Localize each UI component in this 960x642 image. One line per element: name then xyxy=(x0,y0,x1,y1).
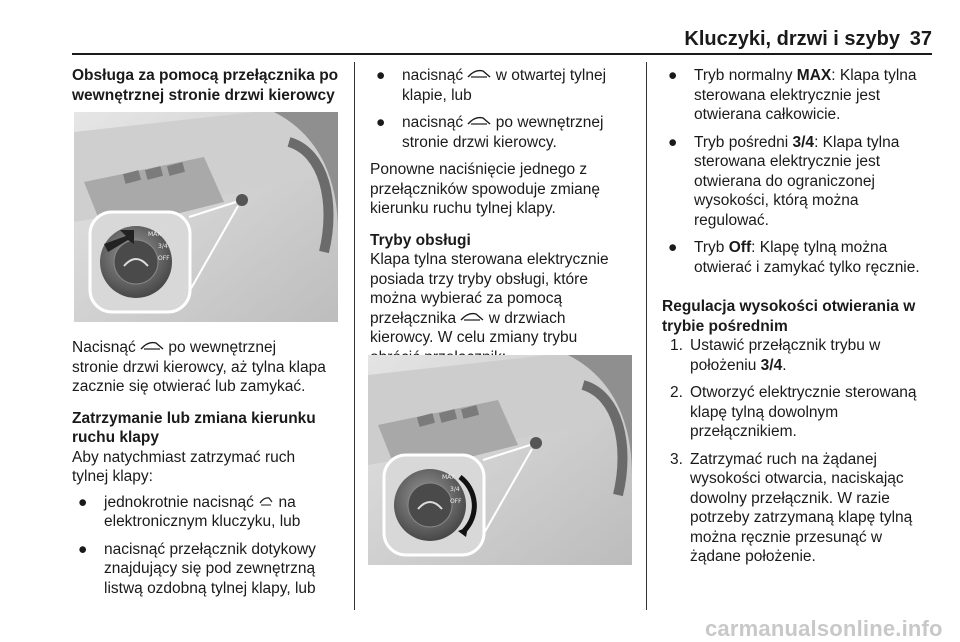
list-item: ● jednokrotnie nacisnąć na elektronicznym kluczyku, lub xyxy=(78,493,301,531)
subsection-heading: Zatrzymanie lub zmiana kierunku ruchu klapy xyxy=(72,409,316,447)
column-divider xyxy=(354,62,355,610)
list-item: ● Tryb Off: Klapę tylną można otwierać i zamykać tylko ręcznie. xyxy=(668,239,920,276)
paragraph: Klapa tylna sterowana elektrycznie posiada trzy tryby obsługi, które można wybierać za pomocą przełącznika w drzwiach kierowcy. W celu zmiany trybu xyxy=(370,251,609,347)
knob-label-3-4: 3/4 xyxy=(158,243,168,250)
column-1 xyxy=(72,66,344,105)
list-item: 1. Ustawić przełącznik trybu w położeniu 3/4. xyxy=(670,337,881,374)
list-item: 3. Zatrzymać ruch na żądanej wysokości otwarcia, naciskając dowolny przełącznik. W razie potrzeby zatrzymaną klapę tylną można ręcznie przesunąć w żądane położenie. xyxy=(670,450,913,565)
knob-label-off: OFF xyxy=(450,498,462,505)
tailgate-icon xyxy=(140,338,164,358)
column-1-body xyxy=(72,338,344,606)
knob-label-3-4: 3/4 xyxy=(450,486,460,493)
tailgate-icon xyxy=(467,66,491,86)
section-title: Kluczyki, drzwi i szyby xyxy=(684,28,900,50)
paragraph: Aby natychmiast zatrzymać ruch tylnej klapy: xyxy=(72,448,296,486)
paragraph: Nacisnąć po wewnętrznej stronie drzwi kierowcy, aż tylna klapa zacznie się otwierać lub zamykać. xyxy=(72,339,326,396)
column-divider xyxy=(646,62,647,610)
door-switch-photo-1 xyxy=(74,112,338,322)
tailgate-icon xyxy=(460,309,484,329)
list-item: ● nacisnąć po wewnętrznej stronie drzwi kierowcy. xyxy=(376,114,604,151)
subsection-heading: Tryby obsługi xyxy=(370,231,471,249)
list-item: 2. Otworzyć elektrycznie sterowaną klapę tylną dowolnym przełącznikiem. xyxy=(670,384,917,440)
list-item: ● Tryb normalny MAX: Klapa tylna sterowana elektrycznie jest otwierana całkowicie. xyxy=(668,67,917,123)
list-item: ● Tryb pośredni 3/4: Klapa tylna sterowana elektrycznie jest otwierana do ograniczonej wysokości, którą można regulować. xyxy=(668,133,900,229)
paragraph: Ponowne naciśnięcie jednego z przełączników spowoduje zmianę kierunku ruchu tylnej klapy. xyxy=(370,161,601,218)
knob-label-max: MAX xyxy=(442,474,456,481)
section-heading: Obsługa za pomocą przełącznika po wewnętrznej stronie drzwi kierowcy xyxy=(72,67,339,104)
header-rule xyxy=(72,53,932,55)
list-item: ● nacisnąć przełącznik dotykowy znajdujący się pod zewnętrzną listwą ozdobną tylnej klapy, lub xyxy=(78,540,316,597)
column-3 xyxy=(662,66,932,575)
tailgate-icon xyxy=(467,113,491,133)
subsection-heading: Regulacja wysokości otwierania w trybie pośrednim xyxy=(662,298,916,335)
list-item: ● nacisnąć w otwartej tylnej klapie, lub xyxy=(376,67,607,104)
knob-label-off: OFF xyxy=(158,255,170,262)
key-tailgate-icon xyxy=(258,493,274,513)
page-number: 37 xyxy=(909,28,932,50)
knob-label-max: MAX xyxy=(148,231,162,238)
watermark: carmanualsonline.info xyxy=(705,616,943,641)
door-switch-photo-2 xyxy=(368,355,632,565)
column-2 xyxy=(370,66,636,367)
